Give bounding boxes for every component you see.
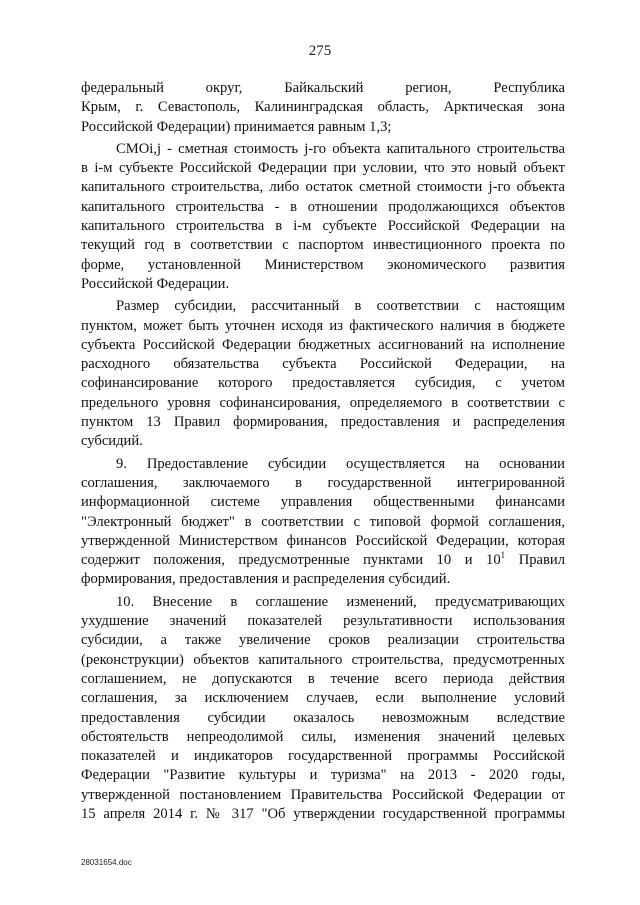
text-line: капитального строительства в i-м субъекте Российской Федерации на: [81, 218, 565, 235]
text-line: 9. Предоставление субсидии осуществляется на основании: [116, 455, 565, 472]
document-body: [81, 79, 565, 824]
paragraph-item-9: [81, 455, 565, 590]
text-line: 15 апреля 2014 г. № 317 "Об утверждении государственной программы: [81, 805, 565, 822]
text-line-with-superscript: [81, 551, 565, 570]
text-line: форме, установленной Министерством экономического развития: [81, 256, 565, 273]
text-line: капитального строительства - в отношении продолжающихся объектов: [81, 198, 565, 215]
text-fragment: Правил: [505, 552, 566, 569]
text-line: Федерации "Развитие культуры и туризма" на 2013 - 2020 годы,: [81, 767, 565, 784]
text-line: показателей и индикаторов государственной программы Российской: [81, 748, 565, 765]
footer-filename: 28031654.doc: [81, 858, 132, 867]
paragraph-regions: [81, 79, 565, 137]
text-line: предоставления субсидии оказалось невозможным вследствие: [81, 709, 565, 726]
text-line: Российской Федерации.: [81, 275, 230, 292]
text-line: ухудшение значений показателей результативности использования: [81, 613, 565, 630]
text-line: в i-м субъекте Российской Федерации при условии, что это новый объект: [81, 160, 565, 177]
text-line: информационной системе управления общественными финансами: [81, 494, 565, 511]
text-line: предельного уровня софинансирования, определяемого в соответствии с: [81, 394, 565, 411]
text-line: пунктом, может быть уточнен исходя из фактического наличия в бюджете: [81, 317, 565, 334]
text-line: утвержденной постановлением Правительства Российской Федерации от: [81, 786, 565, 803]
paragraph-item-10: [81, 593, 565, 825]
text-line: утвержденной Министерством финансов Российской Федерации, которая: [81, 532, 565, 549]
superscript-index: 1: [500, 550, 506, 561]
text-line: "Электронный бюджет" в соответствии с типовой формой соглашения,: [81, 513, 565, 530]
text-line: соглашения, заключаемого в государственной интегрированной: [81, 474, 565, 491]
text-line: пунктом 13 Правил формирования, предоставления и распределения: [81, 414, 565, 431]
text-line: Крым, г. Севастополь, Калининградская область, Арктическая зона: [81, 99, 565, 116]
text-line: капитального строительства, либо остаток сметной стоимости j-го объекта: [81, 179, 565, 196]
text-line: (реконструкции) объектов капитального строительства, предусмотренных: [81, 651, 565, 668]
page-number: 275: [308, 43, 332, 59]
text-line: соглашением, не допускаются в течение всего периода действия: [81, 670, 565, 687]
text-line: субсидий.: [81, 433, 143, 450]
text-line: софинансирование которого предоставляется субсидия, с учетом: [81, 375, 565, 392]
text-line: Размер субсидии, рассчитанный в соответствии с настоящим: [116, 298, 565, 315]
text-line: 10. Внесение в соглашение изменений, предусматривающих: [116, 593, 565, 610]
paragraph-smo-definition: [81, 140, 565, 294]
paragraph-subsidy-size: [81, 297, 565, 451]
text-line: субъекта Российской Федерации бюджетных ассигнований на исполнение: [81, 336, 565, 353]
text-line: федеральный округ, Байкальский регион, Республика: [81, 80, 565, 96]
text-line: формирования, предоставления и распределения субсидий.: [81, 571, 451, 588]
text-fragment: содержит положения, предусмотренные пунктами 10 и 10: [81, 552, 501, 569]
text-line: СМОi,j - сметная стоимость j-го объекта капитального строительства: [116, 140, 565, 157]
text-line: текущий год в соответствии с паспортом инвестиционного проекта по: [81, 237, 565, 254]
text-line: обстоятельств непреодолимой силы, изменения значений целевых: [81, 728, 565, 745]
text-line: соглашения, за исключением случаев, если выполнение условий: [81, 690, 565, 707]
text-line: расходного обязательства субъекта Российской Федерации, на: [81, 356, 565, 373]
text-line: субсидии, а также увеличение сроков реализации строительства: [81, 632, 565, 649]
text-line: Российской Федерации) принимается равным 1,3;: [81, 118, 392, 135]
